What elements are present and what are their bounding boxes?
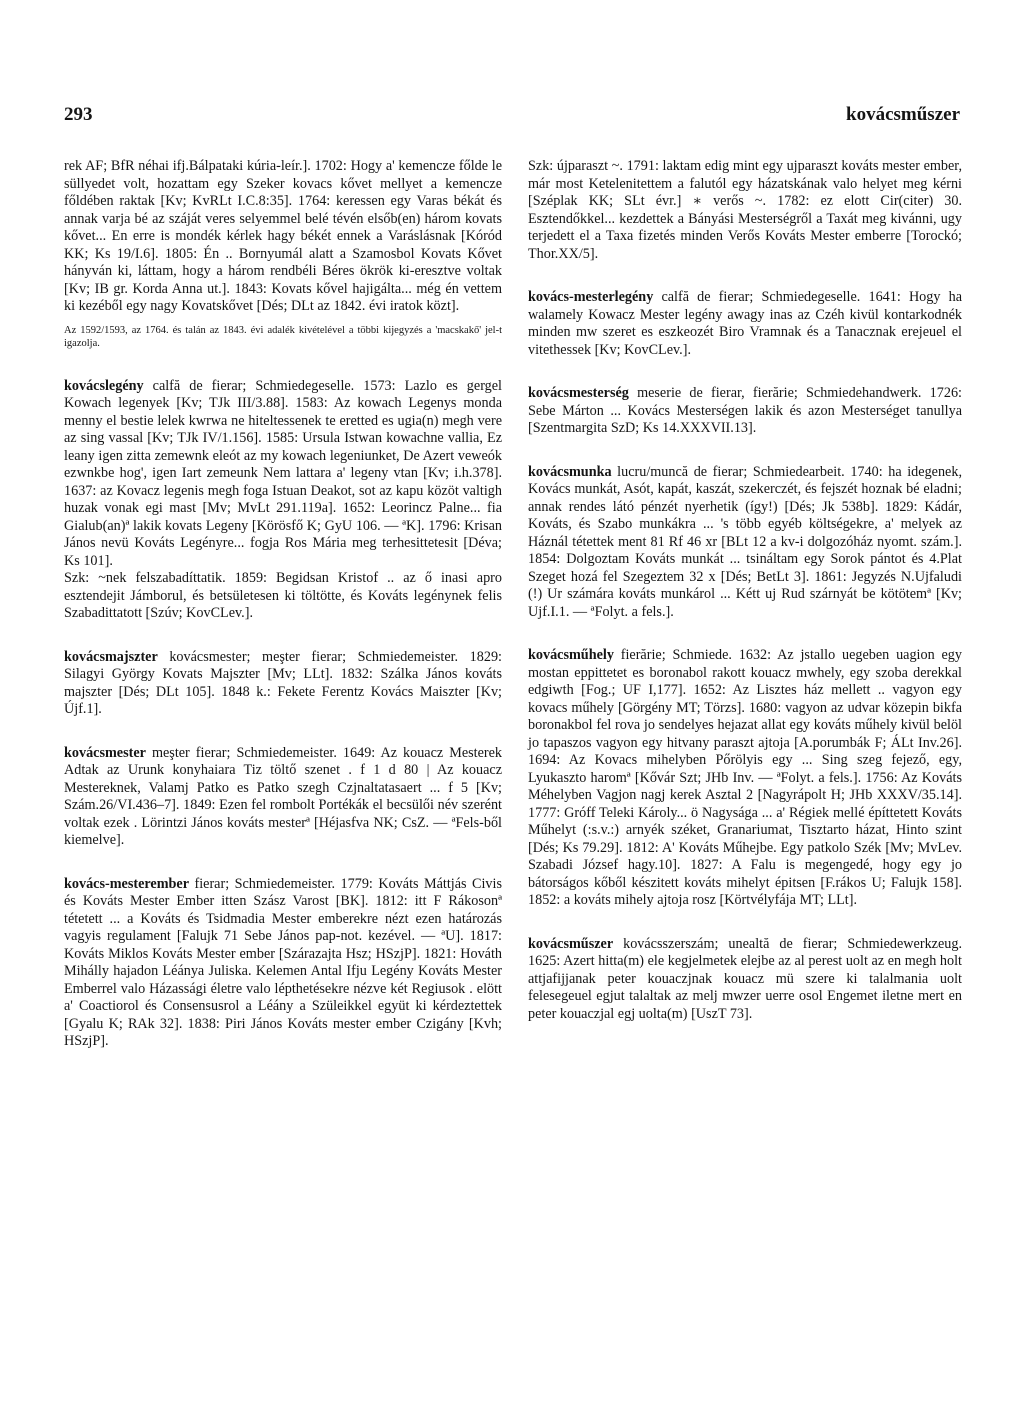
entry-body: calfă de fierar; Schmiedegeselle. 1573: Lazlo es gergel Kowach legenyek [Kv; TJk III/3.88]. 1583: Az kowach Legenys monda menny el bestie lelek kwrwa ne hiteltessenek te eretted es ugia(n) megh vere az sing vassal [Kv; TJk IV/1.156]. 1585: Ursula Istwan kowachne vallia, Ez leany igen zitta zemewnk eleót az my kowach legeniunket, De Azert veweók ezwnkbe hog', igen Iart zemeunk Nem lattara a' legeny vtan [Kv; i.h.378]. 1637: az Kovacz legenis megh foga Istuan Deakot, sot az kapu közöt valtigh huzak vonak egi mast [Mv; MvLt 291.119a]. 1652: Leorincz Palne... fia Gialub(an)ª lakik kovats Legeny [Körösfő K; GyU 106. — ªK]. 1796: Krisan János nevü Kováts Legényre... fogja Ros Mária meg terhesittetesit [Déva; Ks 101]. xyxy=(64,377,502,569)
entry-headword: kovács-mesterlegény xyxy=(528,289,654,305)
dictionary-entry xyxy=(528,289,962,359)
left-column xyxy=(64,158,502,1077)
entry-headword: kovácsmunka xyxy=(528,463,612,480)
entry-body: calfă de fierar; Schmiedegeselle. 1641: Hogy ha walamely Kowacz Mester legény awagy inas az Czéh kivül kontarkodnék minden mw szeret es eszkeozét Biro Vramnak és a Tanacznak erejeuel el vitethessek [Kv; KovCLev.]. xyxy=(528,289,962,358)
dictionary-entry xyxy=(64,649,502,719)
entry-headword: kovács-mesterember xyxy=(64,875,190,892)
entry-body: fierărie; Schmiede. 1632: Az jstallo uegeben uagion egy mostan eppittetet es boronabol rakott kouacz mwhely, egy szoba derekkal edgiwth [Fog.; UF I,177]. 1652: Az Lisztes ház mellett .. vagyon egy kovacs műhely [Görgény MT; Törzs]. 1680: vagyon az udvar közepin bikfa boronakbol fel rova jo sendelyes hejazat allat egy kováts műhely kivül belöl jo tapaszos vagyon egy hitvany paraszt ajtoja [A.porumbák F; ÁLt Inv.26]. 1694: Az Kovacs mihelyben Pőrölyis egy ... Sing szeg fejező, egy, Lyukaszto haromª [Kővár Szt; JHb Inv. — ªFolyt. a fels.]. 1756: Az Kováts Méhelyben Vagjon nagj kerek Asztal 2 [Nagyrápolt H; JHb XXXV/35.14]. 1777: Gróff Teleki Károly... ö Nagysága ... a' Régiek mellé építtetett Kováts Műhelyt (:s.v.:) arnyék széket, Granariumat, Tisztarto házat, Hinto szint [Dés; Ks 79.29]. 1812: A' Kováts Műhejbe. Egy patkolo Szék [Mv; MvLev. Szabadi József hagy.10]. 1827: A Falu is megengedé, hogy egy jo bátorságos kőből készitett kováts mihelyt épitsen [F.rákos U; Falujk 158]. 1852: a kováts mihely ajtoja rosz [Körtvélyfája MT; LLt]. xyxy=(528,647,962,908)
entry-headword: kovácsmajszter xyxy=(64,648,158,665)
entry-headword: kovácslegény xyxy=(64,377,144,394)
dictionary-entry xyxy=(64,745,502,850)
right-column xyxy=(528,158,962,1049)
entry-headword: kovácsmesterség xyxy=(528,385,629,401)
dictionary-entry xyxy=(528,385,962,438)
dictionary-entry xyxy=(64,876,502,1051)
continued-entry-text: rek AF; BfR néhai ifj.Bálpataki kúria-leír.]. 1702: Hogy a' kemencze főlde le süllyedet volt, hozattam egy Szeker kovacs kővet mellyet a kemencze főldében raktak [Kv; KvRLt I.C.8:35]. 1764: keressen egy Varas békát és annak varja bé az száját veres selyemmel belé tévén elsőb(en) három kovats kővet... En erre is mondék kérlek hagy békét ennek a Varáslásnak [Kóród KK; Ks 19/I.6]. 1805: Én .. Bornyumál alatt a Szamosbol Kovats Kővet hányván ki, láttam, hogy a három rendbéli Béres ökrök ki-eresztve voltak [Kv; IB gr. Korda Anna ut.]. 1843: Kovats kővel hajigálta... még én vettem ki kezéből egy nagy Kovatskővet [Dés; DLt az 1842. évi iratok közt]. xyxy=(64,158,502,314)
page-number: 293 xyxy=(64,104,93,125)
editorial-note: Az 1592/1593, az 1764. és talán az 1843. évi adalék kivételével a többi kijegyzés a 'macskakő' jel-t igazolja. xyxy=(64,324,502,349)
dictionary-entry xyxy=(528,158,962,263)
entry-body: kovácsszerszám; unealtă de fierar; Schmiedewerkzeug. 1625: Azert hitta(m) ele kegjelmetek elejbe az al perest uolt az en megh holt attjafijjanak peter kouaczjnak kouacz mü szere ki talalmania uolt felesegeuel egjut talaltak az melj mwzer uerre osol Engemet iletne mert en peter kouaczjal egj uolta(m) [UszT 73]. xyxy=(528,935,962,1022)
entry-headword: kovácsmester xyxy=(64,744,146,761)
entry-subentry: Szk: ~nek felszabadíttatik. 1859: Begidsan Kristof .. az ő inasi apro esztendejit Jámborul, és betsületesen ki töltötte, és Kováts legénynek felis Szabadittatott [Szúv; KovCLev.]. xyxy=(64,570,502,621)
entry-body: meserie de fierar, fierărie; Schmiedehandwerk. 1726: Sebe Márton ... Kovács Mesterségen lakik és azon Mesterséget tanullya [Szentmargita SzD; Ks 14.XXXVII.13]. xyxy=(528,385,962,436)
entry-body: kovácsmester; meşter fierar; Schmiedemeister. 1829: Silagyi György Kovats Majszter [Mv; LLt]. 1832: Szálka János kováts majszter [Dés; DLt 105]. 1848 k.: Fekete Ferentz Kovács Maiszter [Kv; Újf.1]. xyxy=(64,648,502,717)
entry-body: lucru/muncă de fierar; Schmiedearbeit. 1740: ha idegenek, Kovács munkát, Asót, kapát, kaszát, szekerczét, és fejszét hoznak bé eladni; annak rendes látó pénzét nyerhetik (így!) [Dés; Jk 538b]. 1829: Kádár, Kováts, és Szabo munkákra ... 's több egyéb költségekre, a' melyek az Háznál tétettek ment 81 Rf 46 xr [BLt 12 a kv-i dolgozóház nyomt. szám.]. 1854: Dolgoztam Kováts munkát ... tsináltam egy Sorok pántot és 4.Plat Szeget hozá fel Szegeztem 32 x [Dés; BetLt 3]. 1861: Jegyzés N.Ujfaludi (!) Ur számára kováts munkárol ... Kétt uj Rud szárnyát be kötötemª [Kv; Ujf.I.1. — ªFolyt. a fels.]. xyxy=(528,463,962,620)
dictionary-entry xyxy=(528,936,962,1024)
dictionary-entry xyxy=(528,464,962,622)
entry-headword: kovácsműszer xyxy=(528,935,614,952)
entry-body: fierar; Schmiedemeister. 1779: Kováts Máttjás Civis és Kováts Mester Ember itten Szász Varost [BK]. 1812: itt F Rákosonª tétetett ... a Kováts és Tsidmadia Mester emberekre nézt ezen határozás vagyis regulament [Falujk 71 Sebe János pap-not. kezével. — ªU]. 1817: Kováts Miklos Kováts Mester ember [Szárazajta Hsz; HSzjP]. 1821: Hováth Mihálly hajadon Léánya Juliska. Kelemen Antal Ifju Legény Kováts Mester Emberrel valo Házassági életre valo lépthetésekre nézve két Regiusok . elött a' Coactiorol és Consensusrol a Léány a Szüleikkel együt ki kérdeztettek [Gyalu K; RAk 32]. 1838: Piri János Kováts mester ember Czigány [Kvh; HSzjP]. xyxy=(64,875,502,1049)
entry-headword: kovácsműhely xyxy=(528,647,614,663)
entry-body: Szk: újparaszt ~. 1791: laktam edig mint egy ujparaszt kováts mester ember, már most Ketelenitettem a falutól egy házatskának valo helyet meg kérni [Széplak KK; SLt évr.] ∗ verős ~. 1782: ez elott Cir(citer) 30. Esztendőkkel... kezdettek a Bányási Mesterségről a Taxát meg kivánni, ugy terjedett el a Taxa fizetés minden Verős Kováts Mester emberre [Torockó; Thor.XX/5]. xyxy=(528,158,962,262)
dictionary-entry xyxy=(528,647,962,910)
entry-body: meşter fierar; Schmiedemeister. 1649: Az kouacz Mesterek Adtak az Urunk konyhaiara Tiz töltő szenet . f 1 d 80 | Az kouacz Mestereknek, Valamj Patko es Patko szegh Czjnaltatasaert ... f 5 [Kv; Szám.26/VI.436–7]. 1849: Ezen fel rombolt Portékák el becsülői név szerént voltak ezek . Lörintzi János kováts mesterª [Héjasfva NK; CsZ. — ªFels-ből kiemelve]. xyxy=(64,744,502,848)
running-head: kovácsműszer xyxy=(846,104,960,125)
dictionary-entry xyxy=(64,378,502,623)
